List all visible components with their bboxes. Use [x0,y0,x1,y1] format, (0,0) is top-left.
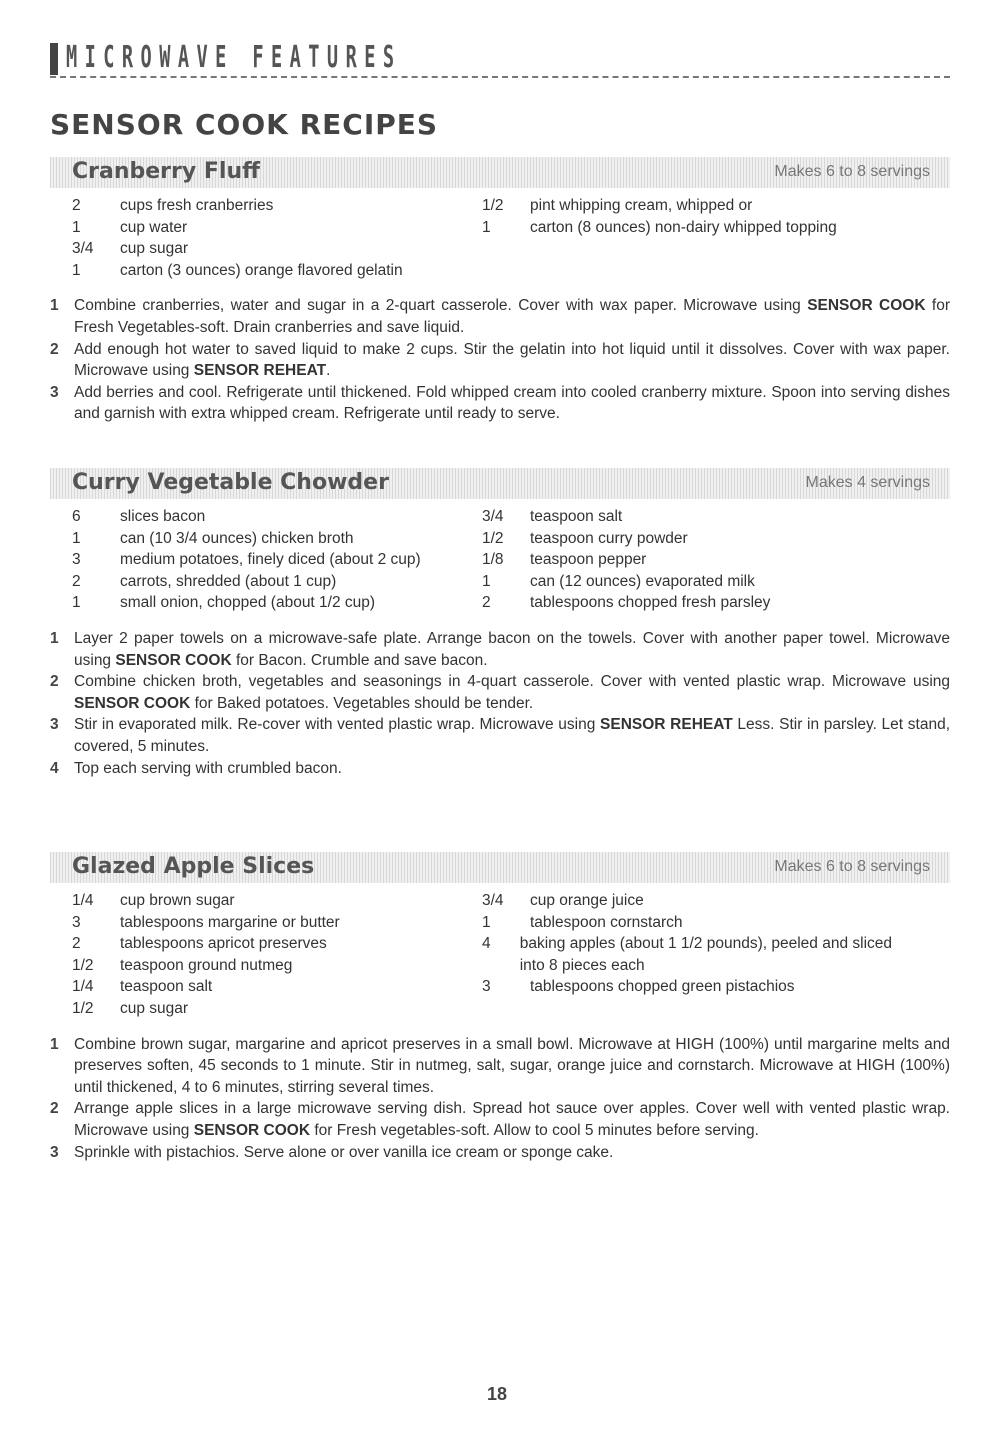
step-keyword: SENSOR COOK [193,1121,311,1139]
ingredient-name: tablespoons apricot preserves [120,935,327,953]
instructions [50,628,950,779]
ingredient-quantity: 1 [72,529,81,547]
ingredient-item [482,890,914,912]
recipe-servings: Makes 4 servings [805,474,930,491]
section-header-text: MICROWAVE FEATURES [66,40,402,75]
ingredient-name: teaspoon ground nutmeg [120,956,293,974]
recipe-header-bar [50,468,950,499]
ingredient-item [72,998,482,1020]
ingredient-column-right [482,890,914,1020]
header-block-icon [50,43,58,75]
recipe-header-bar [50,852,950,883]
instruction-step [50,295,950,338]
step-text-segment: Sprinkle with pistachios. Serve alone or over vanilla ice cream or sponge cake. [74,1143,614,1161]
ingredient-item [72,217,482,239]
recipe [50,468,950,779]
instruction-step [50,1034,950,1099]
step-keyword: SENSOR REHEAT [600,716,733,734]
recipe-servings: Makes 6 to 8 servings [774,163,930,180]
ingredient-name: cup sugar [120,240,189,258]
ingredient-item [482,976,914,998]
ingredient-name: pint whipping cream, whipped or [530,197,753,214]
ingredient-item [72,955,482,977]
step-text [74,1034,950,1099]
ingredient-name: carton (3 ounces) orange flavored gelatin [120,261,403,279]
instruction-step [50,1098,950,1141]
step-number: 1 [50,1035,59,1053]
ingredient-name: cup sugar [120,999,189,1017]
ingredient-name: tablespoons chopped fresh parsley [530,594,771,612]
ingredient-quantity: 3/4 [482,508,504,525]
step-text-segment: for Bacon. Crumble and save bacon. [231,651,488,669]
recipe [50,157,950,425]
ingredient-item [482,528,914,550]
step-text-segment: for Fresh vegetables-soft. Allow to cool 5 minutes before serving. [310,1121,759,1139]
step-number: 2 [50,340,59,358]
step-text [74,628,950,671]
ingredient-item [72,528,482,550]
ingredient-item [72,912,482,934]
ingredient-item [72,571,482,593]
step-number: 3 [50,716,59,734]
ingredient-name: teaspoon pepper [530,551,647,569]
ingredient-quantity: 1 [482,572,491,590]
ingredient-item [482,571,914,593]
instruction-step [50,628,950,671]
step-text-segment: Add berries and cool. Refrigerate until thickened. Fold whipped cream into cooled cranberry mixture. Spoon into serving dishes and garnish with extra whipped cream. Refrigerate until ready to serve. [74,383,950,423]
step-number: 3 [50,1143,59,1161]
ingredient-name: small onion, chopped (about 1/2 cup) [120,594,376,612]
recipe-name: Glazed Apple Slices [72,854,315,879]
ingredient-item [72,506,482,528]
ingredients [50,890,950,1020]
ingredient-name: carrots, shredded (about 1 cup) [120,572,337,590]
step-text-segment: Combine brown sugar, margarine and apricot preserves in a small bowl. Microwave at HIGH (100%) until margarine melts and preserves soften, 45 seconds to 1 minute. Stir in nutmeg, salt, sugar, orange juice and cornstarch. Microwave at HIGH (100%) until thickened, 4 to 6 minutes, stirring several times. [74,1035,950,1096]
step-text [74,714,950,757]
instruction-step [50,1142,950,1164]
step-number: 1 [50,297,59,315]
ingredient-item [482,217,914,239]
step-keyword: SENSOR REHEAT [193,362,327,380]
ingredient-name: cup orange juice [530,892,644,909]
ingredient-quantity: 1/4 [72,892,94,909]
ingredient-item [482,549,914,571]
ingredient-quantity: 2 [482,594,491,612]
ingredient-name: cup water [120,218,188,236]
recipe-name: Cranberry Fluff [72,159,260,184]
ingredient-name: teaspoon curry powder [530,529,688,547]
ingredients [50,506,950,614]
ingredient-name: tablespoon cornstarch [530,913,683,931]
ingredient-column-left [50,195,482,281]
step-text [74,671,950,714]
step-text-segment: Less. Stir in parsley. Let stand, covered, 5 minutes. [74,716,950,755]
ingredient-item [72,195,482,217]
ingredient-item [482,933,914,976]
step-number: 3 [50,383,59,401]
step-text-segment: Arrange apple slices in a large microwave serving dish. Spread hot sauce over apples. Cover well with vented plastic wrap. Microwave using [74,1100,950,1139]
recipe-name: Curry Vegetable Chowder [72,470,389,495]
ingredient-name: can (12 ounces) evaporated milk [530,572,755,590]
ingredient-quantity: 3/4 [72,240,94,258]
step-number: 2 [50,673,59,691]
instruction-step [50,382,950,425]
ingredient-quantity: 1 [72,594,81,612]
step-text-segment: Combine cranberries, water and sugar in a 2-quart casserole. Cover with wax paper. Microwave using [74,297,808,315]
step-text [74,1142,950,1164]
step-number: 1 [50,629,59,647]
ingredient-name: tablespoons margarine or butter [120,913,340,931]
ingredient-quantity: 1/2 [72,956,94,974]
ingredient-name: can (10 3/4 ounces) chicken broth [120,529,354,547]
step-text-segment: Top each serving with crumbled bacon. [74,759,342,777]
recipe [50,852,950,1163]
step-keyword: SENSOR COOK [807,297,926,315]
ingredient-quantity: 1/2 [482,197,504,214]
ingredient-name: cup brown sugar [120,892,235,909]
step-text-segment: Layer 2 paper towels on a microwave-safe plate. Arrange bacon on the towels. Cover with another paper towel. Microwave using [74,629,950,669]
ingredient-item [72,260,482,282]
step-text [74,382,950,425]
ingredient-name: baking apples (about 1 1/2 pounds), peeled and sliced into 8 pieces each [519,935,893,974]
ingredient-item [72,592,482,614]
step-text-segment: . [326,362,331,380]
step-text-segment: Add enough hot water to saved liquid to make 2 cups. Stir the gelatin into hot liquid until it dissolves. Cover with wax paper. Microwave using [74,340,950,380]
ingredient-quantity: 1 [72,218,81,236]
ingredient-item [72,933,482,955]
ingredient-quantity: 1/2 [482,529,504,547]
ingredient-quantity: 1 [482,913,491,931]
step-text-segment: for Fresh Vegetables-soft. Drain cranberries and save liquid. [74,297,950,336]
ingredient-name: teaspoon salt [120,978,213,996]
step-text [74,758,950,780]
ingredient-quantity: 1 [482,218,491,236]
ingredient-quantity: 2 [72,935,81,953]
ingredient-column-right [482,195,914,281]
recipe-servings: Makes 6 to 8 servings [774,858,930,875]
instruction-step [50,714,950,757]
step-text [74,1098,950,1141]
ingredient-column-right [482,506,914,614]
ingredient-item [482,912,914,934]
ingredient-item [72,976,482,998]
instructions [50,1034,950,1164]
ingredient-quantity: 1/4 [72,978,94,996]
ingredient-quantity: 3 [482,978,491,996]
ingredient-quantity: 1/2 [72,999,94,1017]
ingredient-quantity: 6 [72,508,81,525]
instruction-step [50,758,950,780]
ingredient-item [482,592,914,614]
ingredient-item [482,195,914,217]
ingredient-column-left [50,890,482,1020]
ingredient-item [72,549,482,571]
ingredient-name: slices bacon [120,508,206,525]
ingredient-name: carton (8 ounces) non-dairy whipped topping [530,218,837,236]
step-text-segment: for Baked potatoes. Vegetables should be tender. [190,694,534,712]
ingredient-name: medium potatoes, finely diced (about 2 cup) [120,551,421,569]
step-keyword: SENSOR COOK [74,694,191,712]
recipe-header-bar [50,157,950,188]
ingredient-name: cups fresh cranberries [120,197,274,214]
ingredient-quantity: 3 [72,913,81,931]
section-header [50,40,950,78]
ingredients [50,195,950,281]
instructions [50,295,950,425]
ingredient-quantity: 1/8 [482,551,504,569]
step-text-segment: Stir in evaporated milk. Re-cover with vented plastic wrap. Microwave using [74,716,601,734]
step-text-segment: Combine chicken broth, vegetables and seasonings in 4-quart casserole. Cover with vented plastic wrap. Microwave using [74,673,950,691]
step-keyword: SENSOR COOK [115,651,232,669]
ingredient-quantity: 2 [72,197,81,214]
step-text [74,339,950,382]
instruction-step [50,671,950,714]
ingredient-quantity: 1 [72,261,81,279]
ingredient-name: teaspoon salt [530,508,623,525]
instruction-step [50,339,950,382]
ingredient-name: tablespoons chopped green pistachios [530,978,795,996]
ingredient-item [482,506,914,528]
page-number: 18 [486,1384,508,1404]
ingredient-item [72,238,482,260]
ingredient-item [72,890,482,912]
step-number: 4 [50,759,59,777]
ingredient-column-left [50,506,482,614]
page-title: SENSOR COOK RECIPES [50,108,439,141]
ingredient-quantity: 3 [72,551,81,569]
ingredient-quantity: 2 [72,572,81,590]
ingredient-quantity: 4 [482,935,491,953]
step-text [74,295,950,338]
step-number: 2 [50,1100,59,1118]
ingredient-quantity: 3/4 [482,892,504,909]
